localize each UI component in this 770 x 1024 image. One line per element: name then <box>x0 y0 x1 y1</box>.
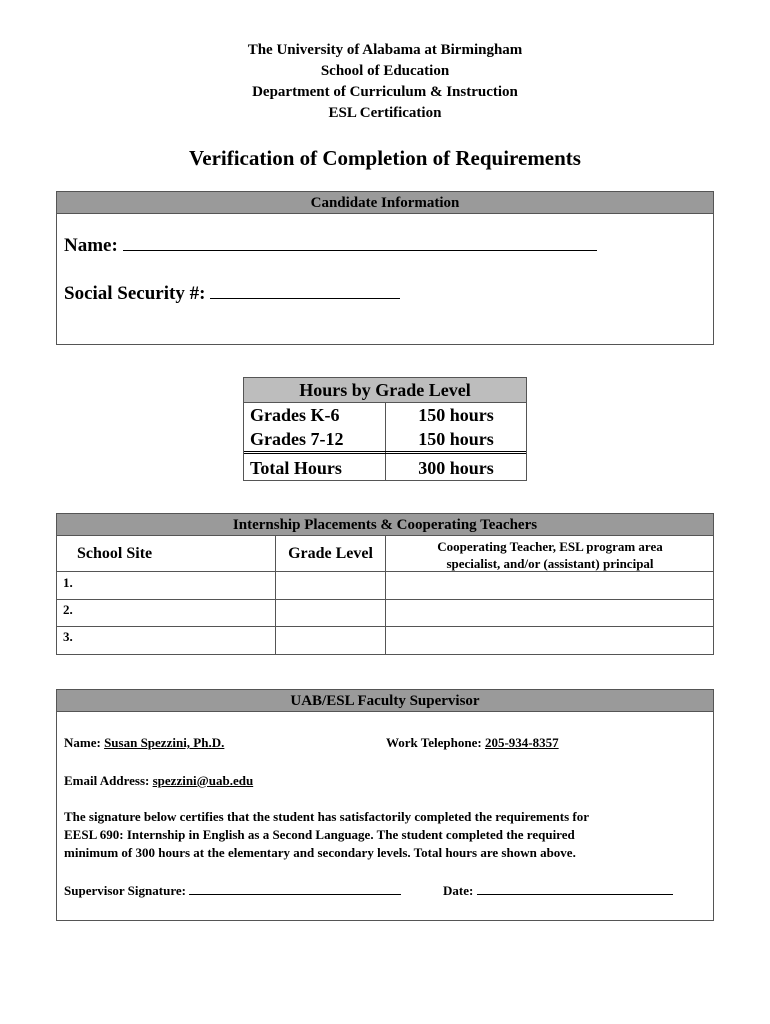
candidate-name-row <box>64 234 597 257</box>
signature-row <box>64 882 401 900</box>
certification-statement <box>64 808 589 862</box>
column-header-school-site: School Site <box>77 545 153 562</box>
hours-table <box>243 377 527 481</box>
candidate-name-field[interactable] <box>123 234 597 251</box>
supervisor-phone-row <box>386 734 559 752</box>
candidate-ssn-label: Social Security #: <box>64 283 206 304</box>
column-header-cooperating-teacher <box>386 538 714 572</box>
hours-row <box>244 403 526 427</box>
supervisor-email-value: spezzini@uab.edu <box>152 773 254 788</box>
candidate-ssn-row <box>64 282 400 305</box>
hours-row <box>244 427 526 451</box>
supervisor-name-label: Name: <box>64 735 101 750</box>
internship-table <box>56 513 714 655</box>
statement-line: minimum of 300 hours at the elementary and secondary levels. Total hours are shown above. <box>64 845 576 860</box>
header-university: The University of Alabama at Birmingham <box>247 42 523 58</box>
date-label: Date: <box>443 883 474 898</box>
supervisor-heading: UAB/ESL Faculty Supervisor <box>57 690 713 712</box>
supervisor-section <box>56 689 714 921</box>
hours-total-row <box>244 451 526 481</box>
supervisor-email-label: Email Address: <box>64 773 150 788</box>
signature-field[interactable] <box>189 882 401 895</box>
supervisor-phone-label: Work Telephone: <box>386 735 482 750</box>
supervisor-name-row <box>64 734 224 752</box>
column-header-grade-level: Grade Level <box>288 545 373 562</box>
candidate-name-label: Name: <box>64 235 118 256</box>
statement-line: The signature below certifies that the student has satisfactorily completed the requirements for <box>64 809 589 824</box>
internship-heading: Internship Placements & Cooperating Teachers <box>57 514 713 536</box>
page-title: Verification of Completion of Requirements <box>189 146 581 170</box>
supervisor-email-row <box>64 772 253 790</box>
hours-row-label: Grades K-6 <box>250 405 340 425</box>
hours-row-value: 150 hours <box>418 429 494 449</box>
hours-total-value: 300 hours <box>418 458 494 478</box>
hours-row-value: 150 hours <box>418 405 494 425</box>
header-school: School of Education <box>320 63 450 79</box>
signature-label: Supervisor Signature: <box>64 883 186 898</box>
header-department: Department of Curriculum & Instruction <box>252 84 518 100</box>
table-row-number: 2. <box>63 602 73 617</box>
candidate-ssn-field[interactable] <box>210 282 400 299</box>
date-row <box>443 882 673 900</box>
hours-total-label: Total Hours <box>250 458 342 478</box>
table-row-number: 3. <box>63 629 73 644</box>
column-header-teacher-line: Cooperating Teacher, ESL program area <box>437 539 663 554</box>
header-certification: ESL Certification <box>328 105 442 121</box>
table-row-number: 1. <box>63 575 73 590</box>
statement-line: EESL 690: Internship in English as a Second Language. The student completed the required <box>64 827 575 842</box>
column-header-teacher-line: specialist, and/or (assistant) principal <box>446 556 654 571</box>
supervisor-name-value: Susan Spezzini, Ph.D. <box>104 735 225 750</box>
date-field[interactable] <box>477 882 673 895</box>
hours-heading: Hours by Grade Level <box>244 378 526 403</box>
hours-row-label: Grades 7-12 <box>250 429 344 449</box>
supervisor-phone-value: 205-934-8357 <box>484 735 559 750</box>
candidate-section <box>56 191 714 345</box>
candidate-heading: Candidate Information <box>57 192 713 214</box>
